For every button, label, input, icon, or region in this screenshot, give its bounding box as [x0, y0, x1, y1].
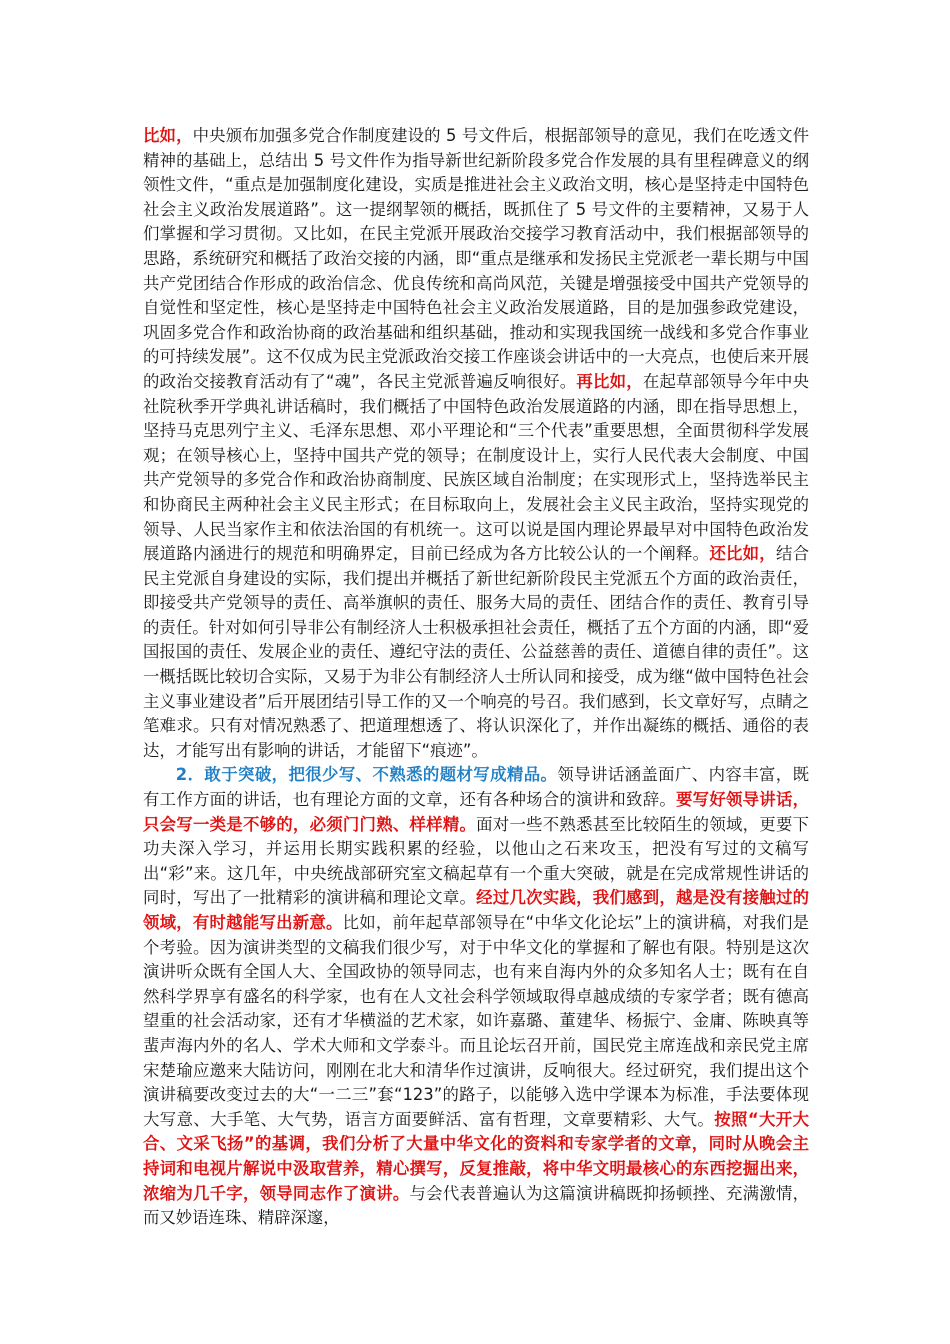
body-text: 在起草部领导今年中央社院秋季开学典礼讲话稿时，我们概括了中国特色政治发展道路的内涵，即在指导思想上，坚持马克思列宁主义、毛泽东思想、邓小平理论和“三个代表”重要思想，全面贯彻科学发展观；在领导核心上，坚持中国共产党的领导；在制度设计上，实行人民代表大会制度、中国共产党领导的多党合作和政治协商制度、民族区域自治制度；在实现形式上，坚持选举民主和协商民主两种社会主义民主形式；在目标取向上，发展社会主义民主政治，坚持实现党的领导、人民当家作主和依法治国的有机统一。这可以说是国内理论界最早对中国特色政治发展道路内涵进行的规范和明确界定，目前已经成为各方比较公认的一个阐释。	[143, 371, 810, 564]
body-text: 面对一些不熟悉甚至比较陌生的领域，更要下功夫深入学习，并运用长期实践积累的经验，以他山之石来攻玉，把没有写过的文稿写出“彩”来。这几年，中央统战部研究室文稿起草有一个重大突破，就是在完成常规性讲话的同时，写出了一批精彩的演讲稿和理论文章。	[143, 814, 810, 908]
lead-phrase-haibiru: 还比如，	[709, 544, 776, 564]
body-text: 比如，前年起草部领导在“中华文化论坛”上的演讲稿，对我们是个考验。因为演讲类型的文稿我们很少写，对于中华文化的掌握和了解也有限。特别是这次演讲听众既有全国人大、全国政协的领导同志，也有来自海内外的众多知名人士；既有在自然科学界享有盛名的科学家，也有在人文社会科学领域取得卓越成绩的专家学者；既有德高望重的社会活动家，还有才华横溢的艺术家，如许嘉璐、董建华、杨振宁、金庸、陈映真等蜚声海内外的名人、学术大师和文学泰斗。而且论坛召开前，国民党主席连战和亲民党主席宋楚瑜应邀来大陆访问，刚刚在北大和清华作过演讲，反响很大。经过研究，我们提出这个演讲稿要改变过去的大“一二三”套“123”的路子，以能够入选中学课本为标准，手法要体现大写意、大手笔、大气势，语言方面要鲜活、富有哲理，文章要精彩、大气。	[143, 913, 810, 1129]
body-text: 中央颁布加强多党合作制度建设的 5 号文件后，根据部领导的意见，我们在吃透文件精神的基础上，总结出 5 号文件作为指导新世纪新阶段多党合作发展的具有里程碑意义的纲领性文件，“重点是加强制度化建设，实质是推进社会主义政治文明，核心是坚持走中国特色社会主义政治发展道路”。这一提纲挈领的概括，既抓住了 5 号文件的主要精神，又易于人们掌握和学习贯彻。又比如，在民主党派开展政治交接学习教育活动中，我们根据部领导的思路，系统研究和概括了政治交接的内涵，即“重点是继承和发扬民主党派老一辈长期与中国共产党团结合作形成的政治信念、优良传统和高尚风范，关键是增强接受中国共产党领导的自觉性和坚定性，核心是坚持走中国特色社会主义政治发展道路，目的是加强参政党建设，巩固多党合作和政治协商的政治基础和组织基础，推动和实现我国统一战线和多党合作事业的可持续发展”。这不仅成为民主党派政治交接工作座谈会讲话中的一大亮点，也使后来开展的政治交接教育活动有了“魂”，各民主党派普遍反响很好。	[143, 126, 809, 391]
highlight-text: 按照“大开大合、文采飞扬”的基调，我们分析了大量中华文化的资料和专家学者的文章，同时从晚会主持词和电视片解说中汲取营养，精心撰写，反复推敲，将中华文明最核心的东西挖掘出来，浓缩为几千字，领导同志作了演讲。	[143, 1109, 809, 1203]
highlight-text: 要写好领导讲话，只会写一类是不够的，必须门门熟、样样精。	[143, 790, 810, 834]
body-text: 结合民主党派自身建设的实际，我们提出并概括了新世纪新阶段民主党派五个方面的政治责任，即接受共产党领导的责任、高举旗帜的责任、服务大局的责任、团结合作的责任、教育引导的责任。针对如何引导非公有制经济人士积极承担社会责任，概括了五个方面的内涵，即“爱国报国的责任、发展企业的责任、遵纪守法的责任、公益慈善的责任、道德自律的责任”。这一概括既比较切合实际，又易于为非公有制经济人士所认同和接受，成为继“做中国特色社会主义事业建设者”后开展团结引导工作的又一个响亮的号召。我们感到，长文章好写，点睛之笔难求。只有对情况熟悉了、把道理想透了、将认识深化了，并作出凝练的概括、通俗的表达，才能写出有影响的讲话，才能留下“痕迹”。	[143, 544, 810, 760]
highlight-text: 经过几次实践，我们感到，越是没有接触过的领域，有时越能写出新意。	[143, 888, 810, 932]
lead-phrase-biru: 比如，	[143, 126, 193, 145]
body-text: 与会代表普遍认为这篇演讲稿既抑扬顿挫、充满激情，而又妙语连珠、精辟深邃，	[143, 1183, 810, 1228]
paragraph-1	[143, 124, 809, 763]
section-heading: 2．敢于突破，把很少写、不熟悉的题材写成精品。	[175, 765, 558, 785]
paragraph-2	[143, 763, 809, 1230]
body-text: 领导讲话涵盖面广、内容丰富，既有工作方面的讲话，也有理论方面的文章，还有各种场合的演讲和致辞。	[143, 765, 810, 810]
document-page	[143, 124, 809, 1231]
lead-phrase-zaibiru: 再比如，	[576, 371, 643, 391]
